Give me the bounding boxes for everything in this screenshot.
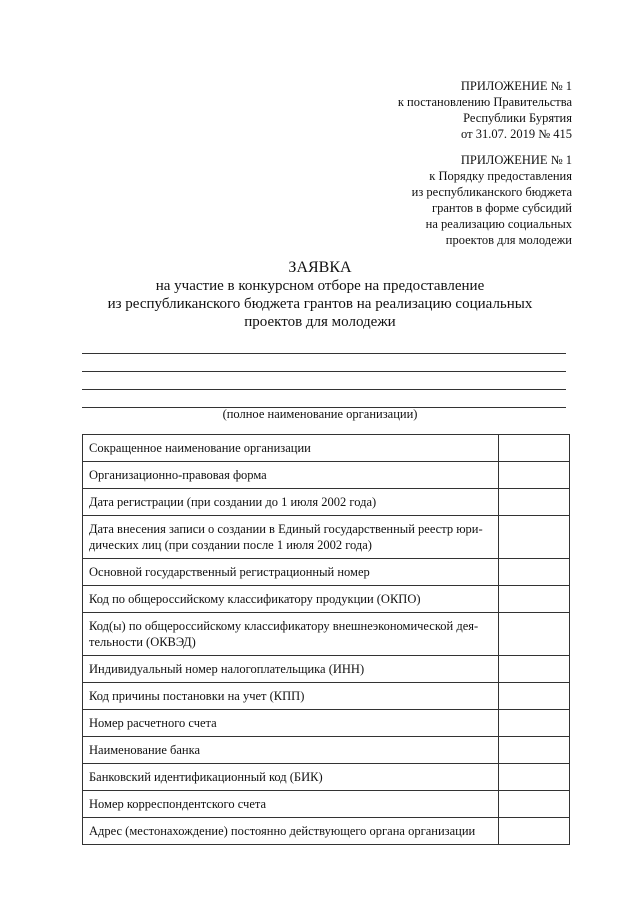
table-row: [83, 462, 570, 489]
row-label: Основной государственный регистрационный номер: [83, 559, 499, 586]
row-label: Адрес (местонахождение) постоянно действующего органа организации: [83, 818, 499, 845]
table-row: [83, 710, 570, 737]
row-value-cell[interactable]: [499, 791, 570, 818]
appendix-resolution-block: [398, 78, 572, 142]
row-label: Код по общероссийскому классификатору продукции (ОКПО): [83, 586, 499, 613]
org-name-line[interactable]: [82, 372, 566, 390]
row-value-cell[interactable]: [499, 559, 570, 586]
document-heading: ЗАЯВКА: [288, 259, 352, 276]
appendix-line: проектов для молодежи: [445, 233, 572, 247]
org-name-line[interactable]: [82, 336, 566, 354]
appendix-line: от 31.07. 2019 № 415: [461, 127, 572, 141]
table-row: [83, 516, 570, 559]
row-label: Номер расчетного счета: [83, 710, 499, 737]
organization-name-field[interactable]: [82, 336, 566, 408]
table-row: [83, 656, 570, 683]
application-title: [0, 258, 640, 331]
table-row: [83, 764, 570, 791]
appendix-line: из республиканского бюджета: [411, 185, 572, 199]
appendix-line: к постановлению Правительства: [397, 95, 572, 109]
title-line: из республиканского бюджета грантов на реализацию социальных: [107, 296, 533, 312]
table-row: [83, 737, 570, 764]
table-row: [83, 435, 570, 462]
appendix-line: ПРИЛОЖЕНИЕ № 1: [460, 153, 572, 167]
table-row: [83, 559, 570, 586]
row-value-cell[interactable]: [499, 516, 570, 559]
row-label: Дата регистрации (при создании до 1 июля 2002 года): [83, 489, 499, 516]
row-value-cell[interactable]: [499, 586, 570, 613]
row-value-cell[interactable]: [499, 683, 570, 710]
row-value-cell[interactable]: [499, 462, 570, 489]
title-line: на участие в конкурсном отборе на предоставление: [155, 278, 485, 294]
table-row: [83, 613, 570, 656]
row-value-cell[interactable]: [499, 613, 570, 656]
row-label: Код(ы) по общероссийскому классификатору внешнеэкономической дея-тельности (ОКВЭД): [83, 613, 499, 656]
row-value-cell[interactable]: [499, 489, 570, 516]
appendix-line: ПРИЛОЖЕНИЕ № 1: [460, 79, 572, 93]
table-row: [83, 818, 570, 845]
appendix-line: Республики Бурятия: [463, 111, 572, 125]
table-row: [83, 586, 570, 613]
row-label: Дата внесения записи о создании в Единый государственный реестр юри-дических лиц (при создании после 1 июля 2002 года): [83, 516, 499, 559]
row-label: Код причины постановки на учет (КПП): [83, 683, 499, 710]
appendix-procedure-block: [412, 152, 572, 248]
row-value-cell[interactable]: [499, 656, 570, 683]
row-value-cell[interactable]: [499, 710, 570, 737]
row-label: Номер корреспондентского счета: [83, 791, 499, 818]
table-row: [83, 489, 570, 516]
org-name-caption: (полное наименование организации): [222, 407, 418, 421]
row-label: Организационно-правовая форма: [83, 462, 499, 489]
row-label: Индивидуальный номер налогоплательщика (ИНН): [83, 656, 499, 683]
row-value-cell[interactable]: [499, 435, 570, 462]
table-row: [83, 791, 570, 818]
appendix-line: к Порядку предоставления: [429, 169, 572, 183]
org-name-line[interactable]: [82, 354, 566, 372]
organization-details-table: [82, 434, 570, 845]
row-label: Сокращенное наименование организации: [83, 435, 499, 462]
row-label: Наименование банка: [83, 737, 499, 764]
title-line: проектов для молодежи: [244, 314, 396, 330]
table-row: [83, 683, 570, 710]
appendix-line: на реализацию социальных: [425, 217, 572, 231]
row-value-cell[interactable]: [499, 818, 570, 845]
row-label: Банковский идентификационный код (БИК): [83, 764, 499, 791]
row-value-cell[interactable]: [499, 737, 570, 764]
org-name-line[interactable]: [82, 390, 566, 408]
row-value-cell[interactable]: [499, 764, 570, 791]
appendix-line: грантов в форме субсидий: [431, 201, 572, 215]
